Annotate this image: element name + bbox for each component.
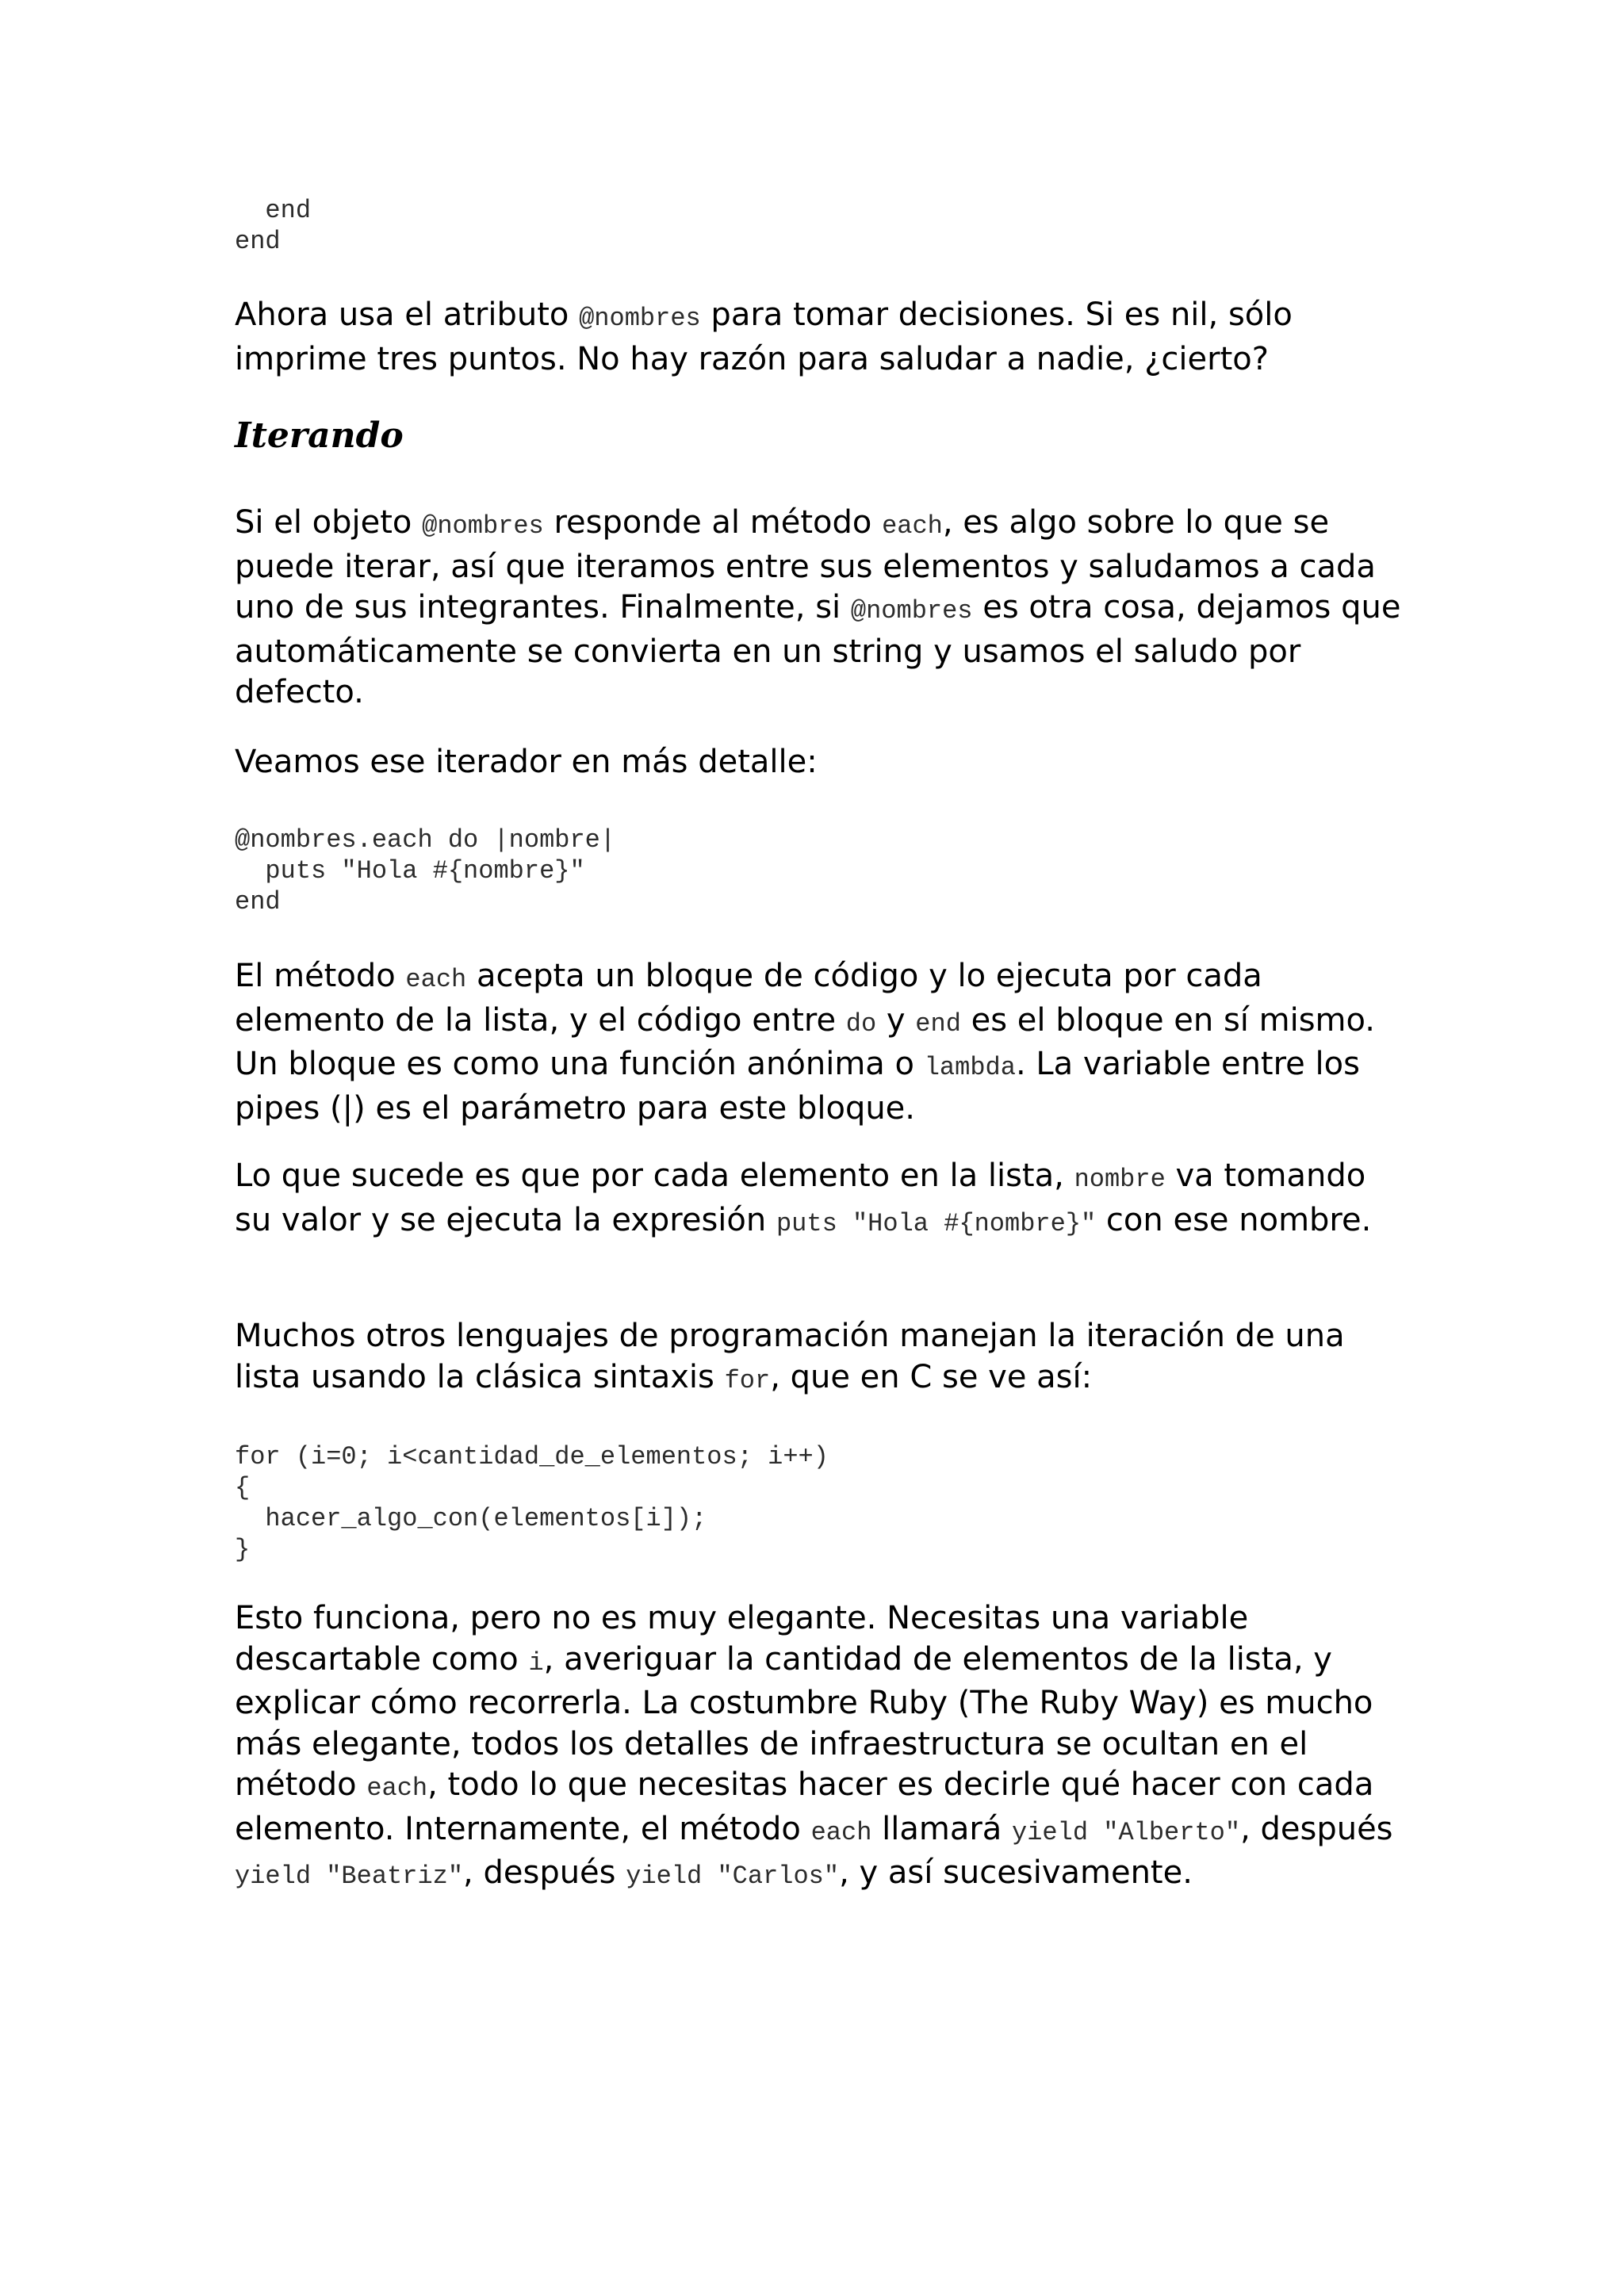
text: , y así sucesivamente. (839, 1854, 1193, 1891)
text: y (876, 1001, 916, 1039)
text: Lo que sucede es que por cada elemento en la lista, (235, 1158, 1074, 1194)
inline-code: yield "Carlos" (626, 1862, 840, 1891)
code-line: puts "Hola #{nombre}" (235, 856, 585, 886)
code-line: @nombres.each do |nombre| (235, 825, 616, 855)
paragraph-atributo (235, 295, 1408, 380)
code-line: for (i=0; i<cantidad_de_elementos; i++) (235, 1442, 829, 1471)
inline-code: lambda (924, 1053, 1016, 1082)
inline-code: yield "Alberto" (1012, 1817, 1241, 1847)
text: responde al método (543, 504, 883, 541)
text: Muchos otros lenguajes de programación manejan la iteración de una lista usando la clásica sintaxis (235, 1318, 1345, 1395)
text: va tomando su valor y se ejecuta la expresión (235, 1158, 1366, 1238)
text: , es algo sobre lo que se puede iterar, así que iteramos entre sus elementos y saludamos a cada uno de sus integrantes. Finalmente, si (235, 504, 1376, 626)
text: , averiguar la cantidad de elementos de la lista, y explicar cómo recorrerla. La costumbre Ruby (The Ruby Way) es mucho más elegante, todos los detalles de infraestructura se ocultan en el método (235, 1640, 1373, 1803)
inline-code: each (810, 1817, 872, 1847)
code-block-each (235, 825, 615, 917)
inline-code: @nombres (850, 596, 973, 626)
code-line: hacer_algo_con(elementos[i]); (235, 1504, 707, 1533)
code-line: end (235, 196, 312, 225)
text: , después (463, 1854, 626, 1891)
code-block-end (235, 195, 311, 257)
section-heading: Iterando (235, 415, 404, 456)
code-line: end (235, 227, 281, 256)
inline-code: each (882, 511, 943, 541)
inline-code: puts "Hola #{nombre}" (776, 1208, 1097, 1238)
text: El método (235, 958, 406, 994)
code-line: end (235, 887, 281, 916)
text: , después (1240, 1810, 1393, 1847)
inline-code: do (845, 1008, 877, 1039)
text: Esto funciona, pero no es muy elegante. Necesitas una variable descartable como (235, 1600, 1249, 1678)
code-block-for (235, 1441, 829, 1565)
inline-code: nombre (1074, 1165, 1166, 1194)
text: con ese nombre. (1096, 1201, 1372, 1238)
inline-code: yield "Beatriz" (235, 1862, 464, 1891)
paragraph-lo-que-sucede (235, 1156, 1408, 1244)
text: acepta un bloque de código y lo ejecuta por cada elemento de la lista, y el código entre (235, 958, 1262, 1039)
inline-code: end (915, 1008, 961, 1039)
text: , todo lo que necesitas hacer es decirle qué hacer con cada elemento. Internamente, el método (235, 1766, 1374, 1847)
code-line: } (235, 1535, 251, 1564)
text: . La variable entre los pipes (|) es el parámetro para este bloque. (235, 1046, 1360, 1127)
inline-code: @nombres (579, 304, 701, 333)
code-line: { (235, 1473, 251, 1502)
text: es el bloque en sí mismo. Un bloque es como una función anónima o (235, 1001, 1375, 1082)
text: para tomar decisiones. Si es nil, sólo imprime tres puntos. No hay razón para saludar a nadie, ¿cierto? (235, 297, 1293, 377)
text: , que en C se ve así: (770, 1358, 1093, 1395)
text: llamará (871, 1810, 1013, 1847)
paragraph-veamos: Veamos ese iterador en más detalle: (235, 744, 818, 780)
text: es otra cosa, dejamos que automáticamente se convierta en un string y usamos el saludo por defecto. (235, 589, 1401, 710)
inline-code: each (366, 1774, 428, 1803)
paragraph-metodo-each (235, 956, 1408, 1129)
text: Ahora usa el atributo (235, 297, 580, 333)
paragraph-otros-lenguajes (235, 1316, 1408, 1401)
inline-code: for (724, 1365, 771, 1395)
paragraph-esto-funciona (235, 1598, 1408, 1897)
paragraph-iterando (235, 503, 1408, 714)
inline-code: each (405, 965, 467, 994)
inline-code: @nombres (422, 511, 544, 541)
text: Si el objeto (235, 504, 423, 541)
inline-code: i (528, 1647, 544, 1678)
